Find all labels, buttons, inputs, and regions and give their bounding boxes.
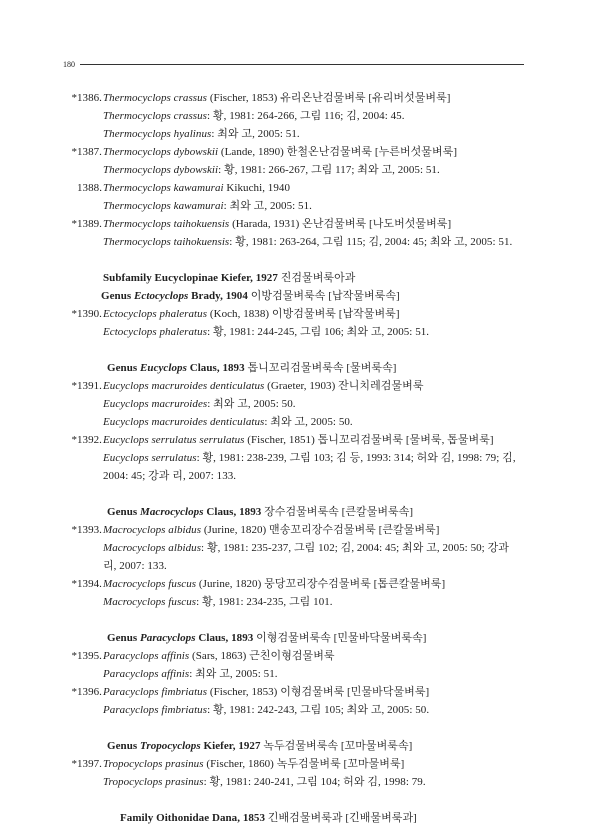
entry-number: 1388.: [77, 182, 102, 194]
spacer: [0, 719, 612, 737]
spacer: [0, 791, 612, 809]
text-run: : 최와 고, 2005: 51.: [223, 200, 312, 212]
reference-text: [103, 395, 296, 413]
entry-number: *1391.: [71, 380, 102, 392]
entry-number: *1397.: [71, 758, 102, 770]
text-run: Genus: [107, 632, 141, 644]
text-run: : 최와 고, 2005: 50.: [264, 416, 353, 428]
text-run: Family Oithonidae Dana, 1853: [120, 812, 266, 824]
heading-text: [107, 629, 426, 647]
taxon-name: Paracyclops affinis: [103, 668, 190, 680]
reference-line: [0, 557, 612, 575]
taxon-name: Eucyclops macruroides denticulatus: [103, 416, 265, 428]
reference-line: [0, 773, 612, 791]
entry-text: [103, 215, 451, 233]
entry-text: [103, 521, 439, 539]
taxon-name: Paracyclops fimbriatus: [103, 704, 208, 716]
text-run: Claus, 1893: [186, 362, 245, 374]
taxon-name: Tropocyclops: [140, 740, 201, 752]
taxon-name: Thermocyclops kawamurai: [103, 182, 224, 194]
species-entry: [0, 377, 612, 395]
species-entry: [0, 431, 612, 449]
taxon-name: Thermocyclops crassus: [103, 110, 208, 122]
species-entry: [0, 143, 612, 161]
taxon-name: Eucyclops macruroides denticulatus: [103, 380, 265, 392]
text-run: (Fischer, 1853) 이형검물벼룩 [민물바닥물벼룩]: [207, 686, 430, 698]
taxon-heading: [0, 737, 612, 755]
taxon-name: Eucyclops macruroides: [103, 398, 208, 410]
spacer: [0, 341, 612, 359]
taxon-name: Eucyclops: [140, 362, 187, 374]
text-run: Claus, 1893: [203, 506, 262, 518]
text-run: : 황, 1981: 263-264, 그림 115; 김, 2004: 45; 최와 고, 2005: 51.: [229, 236, 513, 248]
reference-text: [103, 467, 236, 485]
heading-text: [120, 809, 417, 827]
entry-text: [103, 683, 429, 701]
reference-line: [0, 233, 612, 251]
taxon-name: Macrocyclops fuscus: [103, 596, 197, 608]
text-run: : 최와 고, 2005: 50.: [207, 398, 296, 410]
text-run: : 최와 고, 2005: 51.: [211, 128, 300, 140]
text-run: (Fischer, 1851) 톱니꼬리검물벼룩 [물벼룩, 톱물벼룩]: [244, 434, 494, 446]
text-run: (Fischer, 1860) 녹두검물벼룩 [꼬마물벼룩]: [203, 758, 405, 770]
entry-text: [103, 647, 335, 665]
text-run: (Graeter, 1903) 잔니치레검물벼룩: [264, 380, 424, 392]
taxon-name: Tropocyclops prasinus: [103, 776, 204, 788]
text-run: Claus, 1893: [195, 632, 254, 644]
taxon-name: Macrocyclops albidus: [103, 542, 202, 554]
text-run: : 황, 1981: 244-245, 그림 106; 최와 고, 2005: 51.: [207, 326, 430, 338]
heading-text: [107, 737, 412, 755]
entry-number: *1394.: [71, 578, 102, 590]
reference-line: [0, 467, 612, 485]
header-rule: [80, 64, 524, 65]
text-run: (Sars, 1863) 근친이형검물벼룩: [189, 650, 335, 662]
reference-text: [103, 233, 512, 251]
reference-text: [103, 323, 429, 341]
text-run: (Fischer, 1853) 유리온난검물벼룩 [유리버섯물벼룩]: [207, 92, 451, 104]
taxon-name: Thermocyclops taihokuensis: [103, 236, 230, 248]
species-entry: [0, 179, 612, 197]
reference-line: [0, 449, 612, 467]
spacer: [0, 251, 612, 269]
text-run: : 황, 1981: 240-241, 그림 104; 허와 김, 1998: 79.: [203, 776, 426, 788]
taxon-name: Ectocyclops phaleratus: [103, 308, 208, 320]
reference-text: [103, 125, 300, 143]
spacer: [0, 485, 612, 503]
page-number: 180: [63, 60, 75, 69]
text-run: Kikuchi, 1940: [223, 182, 290, 194]
taxon-heading: [0, 503, 612, 521]
species-entry: [0, 575, 612, 593]
reference-line: [0, 125, 612, 143]
text-run: : 황, 1981: 264-266, 그림 116; 김, 2004: 45.: [207, 110, 405, 122]
text-run: Brady, 1904: [188, 290, 248, 302]
entry-number: *1389.: [71, 218, 102, 230]
reference-line: [0, 701, 612, 719]
reference-text: [103, 197, 312, 215]
entry-number: *1393.: [71, 524, 102, 536]
taxon-name: Macrocyclops albidus: [103, 524, 202, 536]
text-run: 톱니꼬리검물벼룩속 [물벼룩속]: [244, 362, 397, 374]
reference-text: [103, 665, 278, 683]
entry-text: [103, 575, 445, 593]
text-run: 이방검물벼룩속 [납작물벼룩속]: [247, 290, 400, 302]
text-run: : 황, 1981: 266-267, 그림 117; 최와 고, 2005: 51.: [218, 164, 440, 176]
text-run: 진검물벼룩아과: [277, 272, 356, 284]
taxon-name: Macrocyclops fuscus: [103, 578, 197, 590]
taxon-name: Thermocyclops dybowskii: [103, 164, 219, 176]
text-run: (Koch, 1838) 이방검물벼룩 [납작물벼룩]: [207, 308, 400, 320]
entry-number: *1386.: [71, 92, 102, 104]
reference-line: [0, 161, 612, 179]
taxon-name: Thermocyclops taihokuensis: [103, 218, 230, 230]
text-run: (Lande, 1890) 한철온난검물벼룩 [누른버섯물벼룩]: [218, 146, 458, 158]
taxon-heading: [0, 287, 612, 305]
text-run: 이형검물벼룩속 [민물바닥물벼룩속]: [253, 632, 427, 644]
text-run: 2004: 45; 강과 리, 2007: 133.: [103, 470, 237, 482]
taxon-name: Macrocyclops: [140, 506, 204, 518]
species-entry: [0, 305, 612, 323]
taxon-name: Thermocyclops dybowskii: [103, 146, 219, 158]
text-run: Genus: [101, 290, 135, 302]
species-entry: [0, 521, 612, 539]
entry-text: [103, 755, 404, 773]
text-run: : 황, 1981: 235-237, 그림 102; 김, 2004: 45; 최와 고, 2005: 50; 강과: [201, 542, 509, 554]
taxon-name: Eucyclops serrulatus: [103, 452, 197, 464]
taxon-heading: [0, 359, 612, 377]
heading-text: [107, 359, 396, 377]
taxon-name: Ectocyclops: [134, 290, 189, 302]
entry-number: *1387.: [71, 146, 102, 158]
species-entry: [0, 647, 612, 665]
reference-text: [103, 773, 426, 791]
taxon-name: Thermocyclops hyalinus: [103, 128, 212, 140]
taxon-name: Eucyclops serrulatus serrulatus: [103, 434, 245, 446]
taxon-name: Paracyclops: [140, 632, 196, 644]
taxon-name: Paracyclops fimbriatus: [103, 686, 208, 698]
spacer: [0, 611, 612, 629]
text-run: (Jurine, 1820) 뭉당꼬리장수검물벼룩 [톱큰칼물벼룩]: [196, 578, 446, 590]
entry-text: [103, 179, 290, 197]
text-run: 녹두검물벼룩속 [꼬마물벼룩속]: [260, 740, 413, 752]
text-run: Subfamily Eucyclopinae Kiefer, 1927: [103, 272, 278, 284]
text-run: 긴배검물벼룩과 [긴배물벼룩과]: [265, 812, 417, 824]
taxon-name: Thermocyclops kawamurai: [103, 200, 224, 212]
reference-line: [0, 395, 612, 413]
reference-text: [103, 449, 516, 467]
species-entry: [0, 215, 612, 233]
text-run: Kiefer, 1927: [200, 740, 261, 752]
species-entry: [0, 89, 612, 107]
reference-line: [0, 593, 612, 611]
heading-text: [103, 269, 355, 287]
text-run: 리, 2007: 133.: [103, 560, 167, 572]
reference-line: [0, 665, 612, 683]
heading-text: [107, 503, 413, 521]
reference-text: [103, 107, 405, 125]
taxon-heading: [0, 629, 612, 647]
heading-text: [101, 287, 400, 305]
reference-text: [103, 557, 167, 575]
species-entry: [0, 683, 612, 701]
reference-line: [0, 107, 612, 125]
entry-number: *1395.: [71, 650, 102, 662]
entry-number: *1396.: [71, 686, 102, 698]
taxon-name: Ectocyclops phaleratus: [103, 326, 208, 338]
entry-text: [103, 305, 400, 323]
reference-text: [103, 593, 333, 611]
reference-text: [103, 413, 353, 431]
reference-line: [0, 413, 612, 431]
reference-line: [0, 197, 612, 215]
text-run: 장수검물벼룩속 [큰칼물벼룩속]: [261, 506, 414, 518]
reference-text: [103, 539, 509, 557]
reference-line: [0, 323, 612, 341]
text-run: : 황, 1981: 238-239, 그림 103; 김 등, 1993: 314; 허와 김, 1998: 79; 김,: [196, 452, 516, 464]
text-run: : 황, 1981: 234-235, 그림 101.: [196, 596, 333, 608]
reference-line: [0, 539, 612, 557]
reference-text: [103, 701, 429, 719]
taxon-name: Tropocyclops prasinus: [103, 758, 204, 770]
entry-text: [103, 431, 494, 449]
taxon-name: Paracyclops affinis: [103, 650, 190, 662]
entry-text: [103, 377, 424, 395]
entry-number: *1390.: [71, 308, 102, 320]
taxon-name: Thermocyclops crassus: [103, 92, 208, 104]
species-list: [0, 89, 612, 827]
entry-text: [103, 143, 457, 161]
entry-number: *1392.: [71, 434, 102, 446]
text-run: : 황, 1981: 242-243, 그림 105; 최와 고, 2005: 50.: [207, 704, 430, 716]
text-run: : 최와 고, 2005: 51.: [189, 668, 278, 680]
reference-text: [103, 161, 440, 179]
text-run: (Jurine, 1820) 맨송꼬리장수검물벼룩 [큰칼물벼룩]: [201, 524, 440, 536]
text-run: Genus: [107, 740, 141, 752]
species-entry: [0, 755, 612, 773]
text-run: Genus: [107, 506, 141, 518]
text-run: (Harada, 1931) 온난검물벼룩 [나도버섯물벼룩]: [229, 218, 452, 230]
taxon-heading: [0, 809, 612, 827]
taxon-heading: [0, 269, 612, 287]
text-run: Genus: [107, 362, 141, 374]
entry-text: [103, 89, 451, 107]
